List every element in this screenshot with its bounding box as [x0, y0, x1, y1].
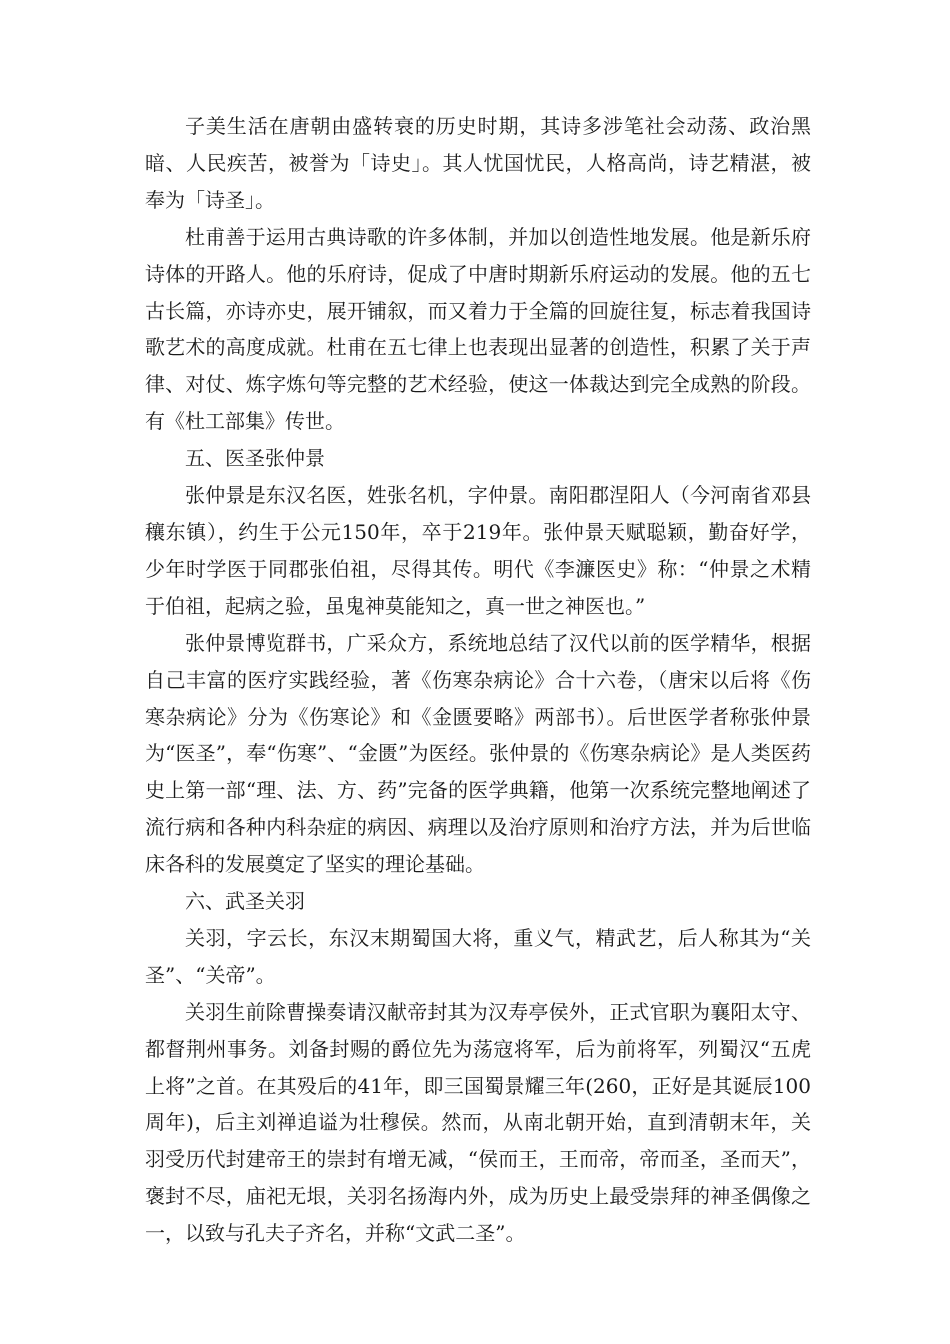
- paragraph-zhang-zhongjing-works: 张仲景博览群书，广采众方，系统地总结了汉代以前的医学精华，根据自己丰富的医疗实践经验，著《伤寒杂病论》合十六卷，（唐宋以后将《伤寒杂病论》分为《伤寒论》和《金匮要略》两部书）。后世医学者称张仲景为“医圣”，奉“伤寒”、“金匮”为医经。张仲景的《伤寒杂病论》是人类医药史上第一部“理、法、方、药”完备的医学典籍，他第一次系统完整地阐述了流行病和各种内科杂症的病因、病理以及治疗原则和治疗方法，并为后世临床各科的发展奠定了坚实的理论基础。: [145, 630, 811, 877]
- section-heading-guan-yu: 六、武圣关羽: [185, 889, 305, 914]
- paragraph-zhang-zhongjing-bio: 张仲景是东汉名医，姓张名机，字仲景。南阳郡涅阳人（今河南省邓县穰东镇），约生于公元150年，卒于219年。张仲景天赋聪颖，勤奋好学，少年时学医于同郡张伯祖，尽得其传。明代《李濂医史》称：“仲景之术精于伯祖，起病之验，虽鬼神莫能知之，真一世之神医也。”: [145, 483, 811, 618]
- paragraph-du-fu-shishi: 子美生活在唐朝由盛转衰的历史时期，其诗多涉笔社会动荡、政治黑暗、人民疾苦，被誉为「诗史」。其人忧国忧民，人格高尚，诗艺精湛，被奉为「诗圣」。: [145, 114, 811, 212]
- section-heading-zhang-zhongjing: 五、医圣张仲景: [185, 446, 325, 471]
- paragraph-guan-yu-titles: 关羽生前除曹操奏请汉献帝封其为汉寿亭侯外，正式官职为襄阳太守、都督荆州事务。刘备封赐的爵位先为荡寇将军，后为前将军，列蜀汉“五虎上将”之首。在其殁后的41年，即三国蜀景耀三年(260，正好是其诞辰100周年)，后主刘禅追谥为壮穆侯。然而，从南北朝开始，直到清朝末年，关羽受历代封建帝王的崇封有增无减，“侯而王，王而帝，帝而圣，圣而天”，褒封不尽，庙祀无垠，关羽名扬海内外，成为历史上最受崇拜的神圣偶像之一，以致与孔夫子齐名，并称“文武二圣”。: [145, 999, 811, 1246]
- paragraph-du-fu-poetics: 杜甫善于运用古典诗歌的许多体制，并加以创造性地发展。他是新乐府诗体的开路人。他的乐府诗，促成了中唐时期新乐府运动的发展。他的五七古长篇，亦诗亦史，展开铺叙，而又着力于全篇的回旋往复，标志着我国诗歌艺术的高度成就。杜甫在五七律上也表现出显著的创造性，积累了关于声律、对仗、炼字炼句等完整的艺术经验，使这一体裁达到完全成熟的阶段。有《杜工部集》传世。: [145, 224, 811, 434]
- paragraph-guan-yu-intro: 关羽，字云长，东汉末期蜀国大将，重义气，精武艺，后人称其为“关圣”、“关帝”。: [145, 925, 811, 987]
- document-body: [145, 108, 811, 1252]
